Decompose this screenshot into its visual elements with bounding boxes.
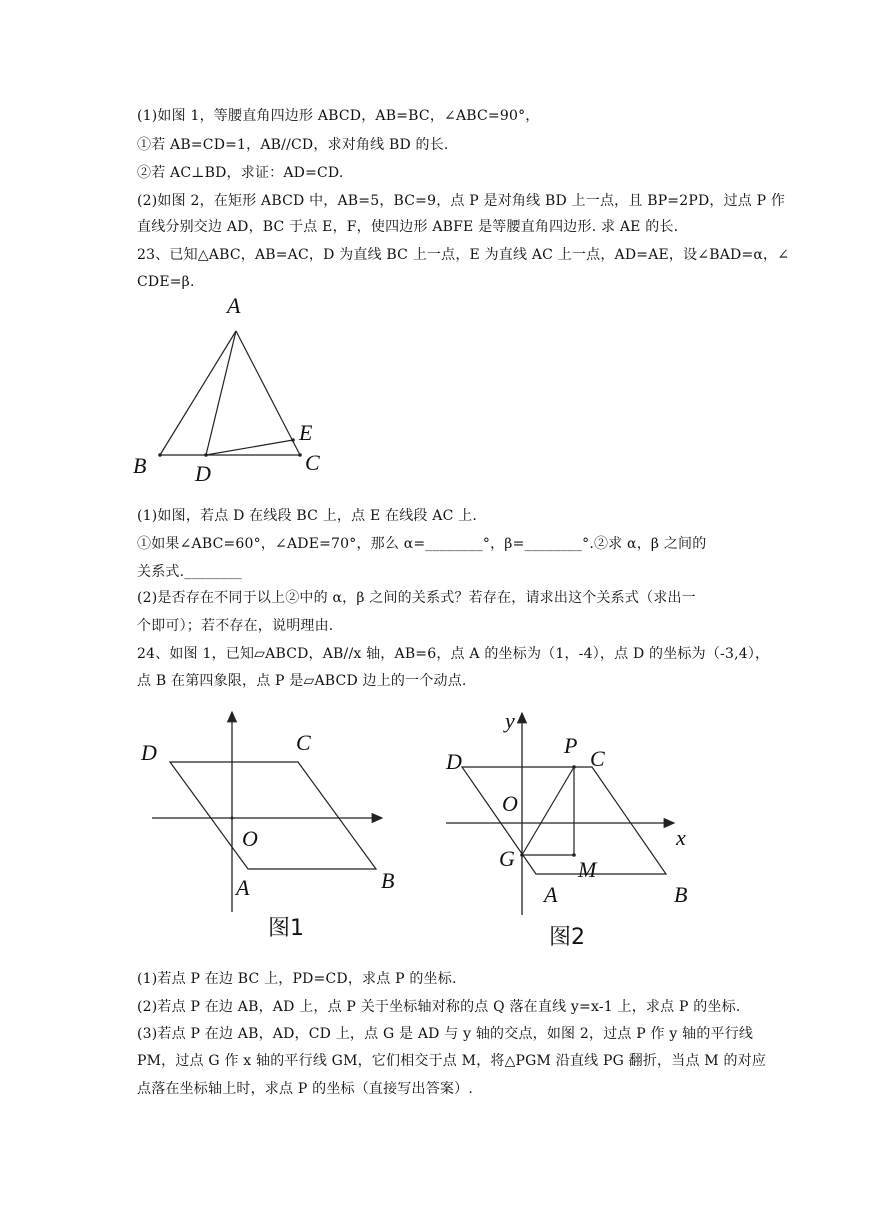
fig2-label-G: G (499, 846, 515, 871)
q23-part2-line1: (2)是否存在不同于以上②中的 α，β 之间的关系式？若存在，请求出这个关系式（求出一 (137, 590, 696, 606)
segment-GP (522, 767, 574, 855)
fig2-label-B: B (674, 882, 688, 907)
q23-part1: (1)如图，若点 D 在线段 BC 上，点 E 在线段 AC 上. (137, 508, 478, 524)
fig1-label-B: B (381, 868, 395, 893)
fig1-label-D: D (141, 740, 157, 765)
q22-part1: (1)如图 1，等腰直角四边形 ABCD，AB=BC，∠ABC=90°， (137, 108, 540, 124)
q24-stem-line1: 24、如图 1，已知▱ABCD，AB//x 轴，AB=6，点 A 的坐标为（1，-4），点 D 的坐标为（-3,4）， (137, 646, 770, 662)
fig2-label-M: M (578, 857, 597, 882)
label-D: D (195, 461, 211, 486)
label-A: A (227, 293, 241, 318)
fig2-caption: 图2 (549, 925, 585, 950)
fig2-label-C: C (590, 746, 605, 771)
q24-part3-line1: (3)若点 P 在边 AB，AD，CD 上，点 G 是 AD 与 y 轴的交点，如图 2，过点 P 作 y 轴的平行线 (137, 1026, 754, 1042)
q24-part3-line2: PM，过点 G 作 x 轴的平行线 GM，它们相交于点 M，将△PGM 沿直线 PG 翻折，当点 M 的对应 (137, 1053, 767, 1069)
fig1-label-O: O (242, 826, 258, 851)
q23-stem-line1: 23、已知△ABC，AB=AC，D 为直线 BC 上一点，E 为直线 AC 上一点，AD=AE，设∠BAD=α，∠ (137, 247, 790, 263)
fig2-label-A: A (544, 882, 558, 907)
q23-part2-line2: 个即可）；若不存在，说明理由. (137, 618, 334, 634)
label-E: E (299, 420, 313, 445)
fig2-label-P: P (564, 733, 578, 758)
fig2-label-D: D (446, 749, 462, 774)
fig2-label-x: x (676, 825, 686, 850)
fig1-label-A: A (236, 875, 250, 900)
q22-part2-line2: 直线分别交边 AD，BC 于点 E，F，使四边形 ABFE 是等腰直角四边形. 求 AE 的长. (137, 219, 679, 235)
label-C: C (305, 450, 320, 475)
q22-part2-line1: (2)如图 2，在矩形 ABCD 中，AB=5，BC=9，点 P 是对角线 BD 上一点，且 BP=2PD，过点 P 作 (137, 193, 786, 209)
q24-stem-line2: 点 B 在第四象限，点 P 是▱ABCD 边上的一个动点. (137, 673, 467, 689)
q22-part1-a: ①若 AB=CD=1，AB//CD，求对角线 BD 的长. (137, 137, 449, 153)
q24-part2: (2)若点 P 在边 AB，AD 上，点 P 关于坐标轴对称的点 Q 落在直线 y=x-1 上，求点 P 的坐标. (137, 999, 741, 1015)
label-B: B (133, 453, 147, 478)
fig2-label-O: O (502, 791, 518, 816)
fig1-caption: 图1 (268, 916, 304, 941)
fig2-label-y: y (505, 708, 515, 733)
q24-part1: (1)若点 P 在边 BC 上，PD=CD，求点 P 的坐标. (137, 971, 457, 987)
q24-part3-line3: 点落在坐标轴上时，求点 P 的坐标（直接写出答案）. (137, 1081, 473, 1097)
q23-part1-a: ①如果∠ABC=60°，∠ADE=70°，那么 α=________°，β=________°.②求 α，β 之间的 (137, 536, 707, 552)
q22-part1-b: ②若 AC⊥BD，求证：AD=CD. (137, 165, 344, 181)
q23-stem-line2: CDE=β. (137, 274, 195, 290)
q23-part1-b: 关系式.________ (137, 564, 242, 580)
fig1-label-C: C (296, 730, 311, 755)
